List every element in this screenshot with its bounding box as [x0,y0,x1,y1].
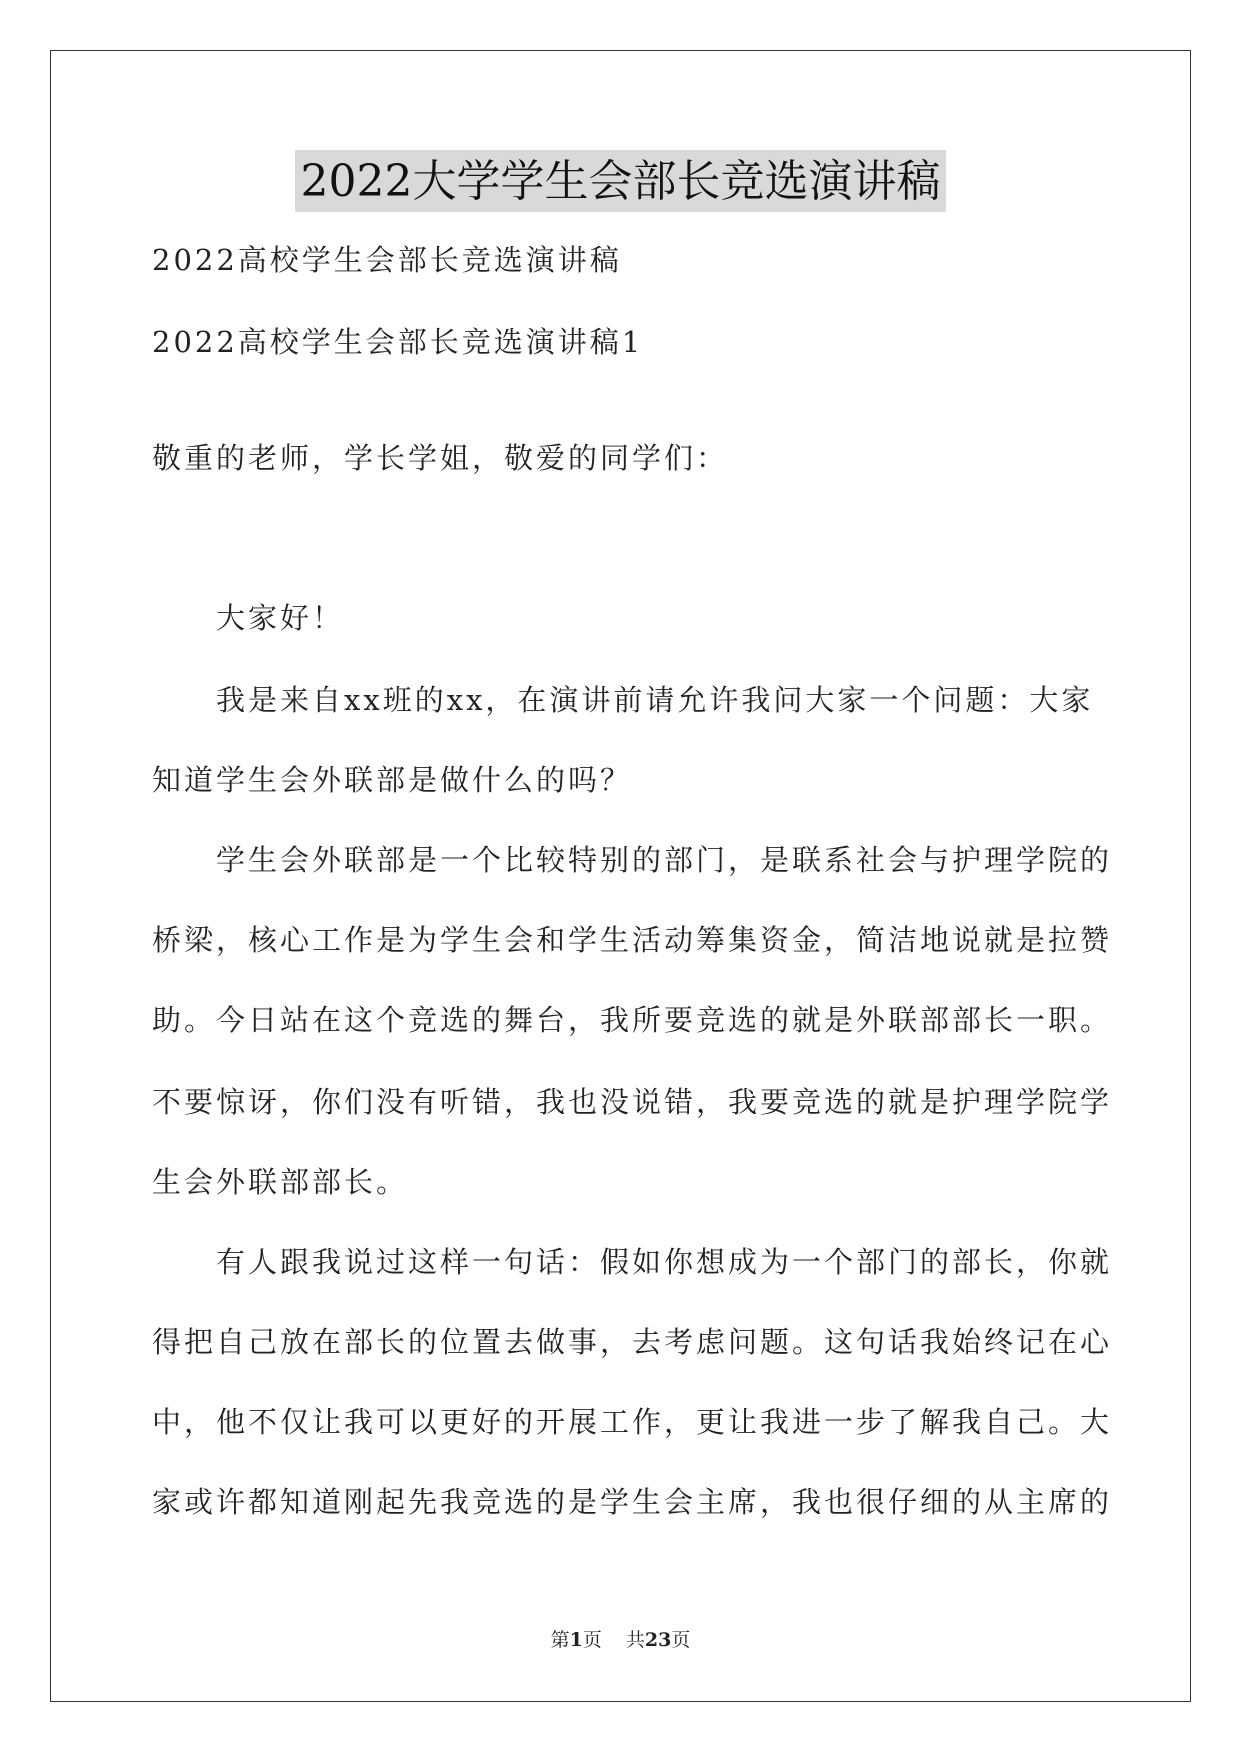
body-line: 家或许都知道刚起先我竞选的是学生会主席，我也很仔细的从主席的 [152,1485,1113,1519]
body-line: 生会外联部部长。 [152,1165,409,1199]
body-line: 知道学生会外联部是做什么的吗？ [152,763,633,797]
body-line: 不要惊讶，你们没有听错，我也没说错，我要竞选的就是护理学院学 [152,1085,1113,1119]
page-suffix: 页 [582,1629,602,1651]
body-line: 得把自己放在部长的位置去做事，去考虑问题。这句话我始终记在心 [152,1325,1113,1359]
document-title: 2022大学学生会部长竞选演讲稿 [295,150,947,212]
body-line: 有人跟我说过这样一句话：假如你想成为一个部门的部长，你就 [216,1245,1113,1279]
body-line: 2022高校学生会部长竞选演讲稿 [152,243,622,277]
page-prefix: 第 [550,1629,570,1651]
body-line: 敬重的老师，学长学姐，敬爱的同学们： [152,441,729,475]
body-line: 桥梁，核心工作是为学生会和学生活动筹集资金，简洁地说就是拉赞 [152,923,1113,957]
body-line: 学生会外联部是一个比较特别的部门，是联系社会与护理学院的 [216,843,1113,877]
body-line: 2022高校学生会部长竞选演讲稿1 [152,325,644,359]
body-line: 助。今日站在这个竞选的舞台，我所要竞选的就是外联部部长一职。 [152,1003,1113,1037]
total-pages: 23 [644,1629,672,1651]
body-line: 中，他不仅让我可以更好的开展工作，更让我进一步了解我自己。大 [152,1405,1113,1439]
total-suffix: 页 [671,1629,691,1651]
page-number: 1 [569,1629,583,1651]
document-title-container [0,150,1241,212]
body-line: 我是来自xx班的xx，在演讲前请允许我问大家一个问题：大家 [216,683,1094,717]
body-line: 大家好！ [216,601,345,635]
page-footer [0,1628,1241,1652]
total-prefix: 共 [625,1629,645,1651]
